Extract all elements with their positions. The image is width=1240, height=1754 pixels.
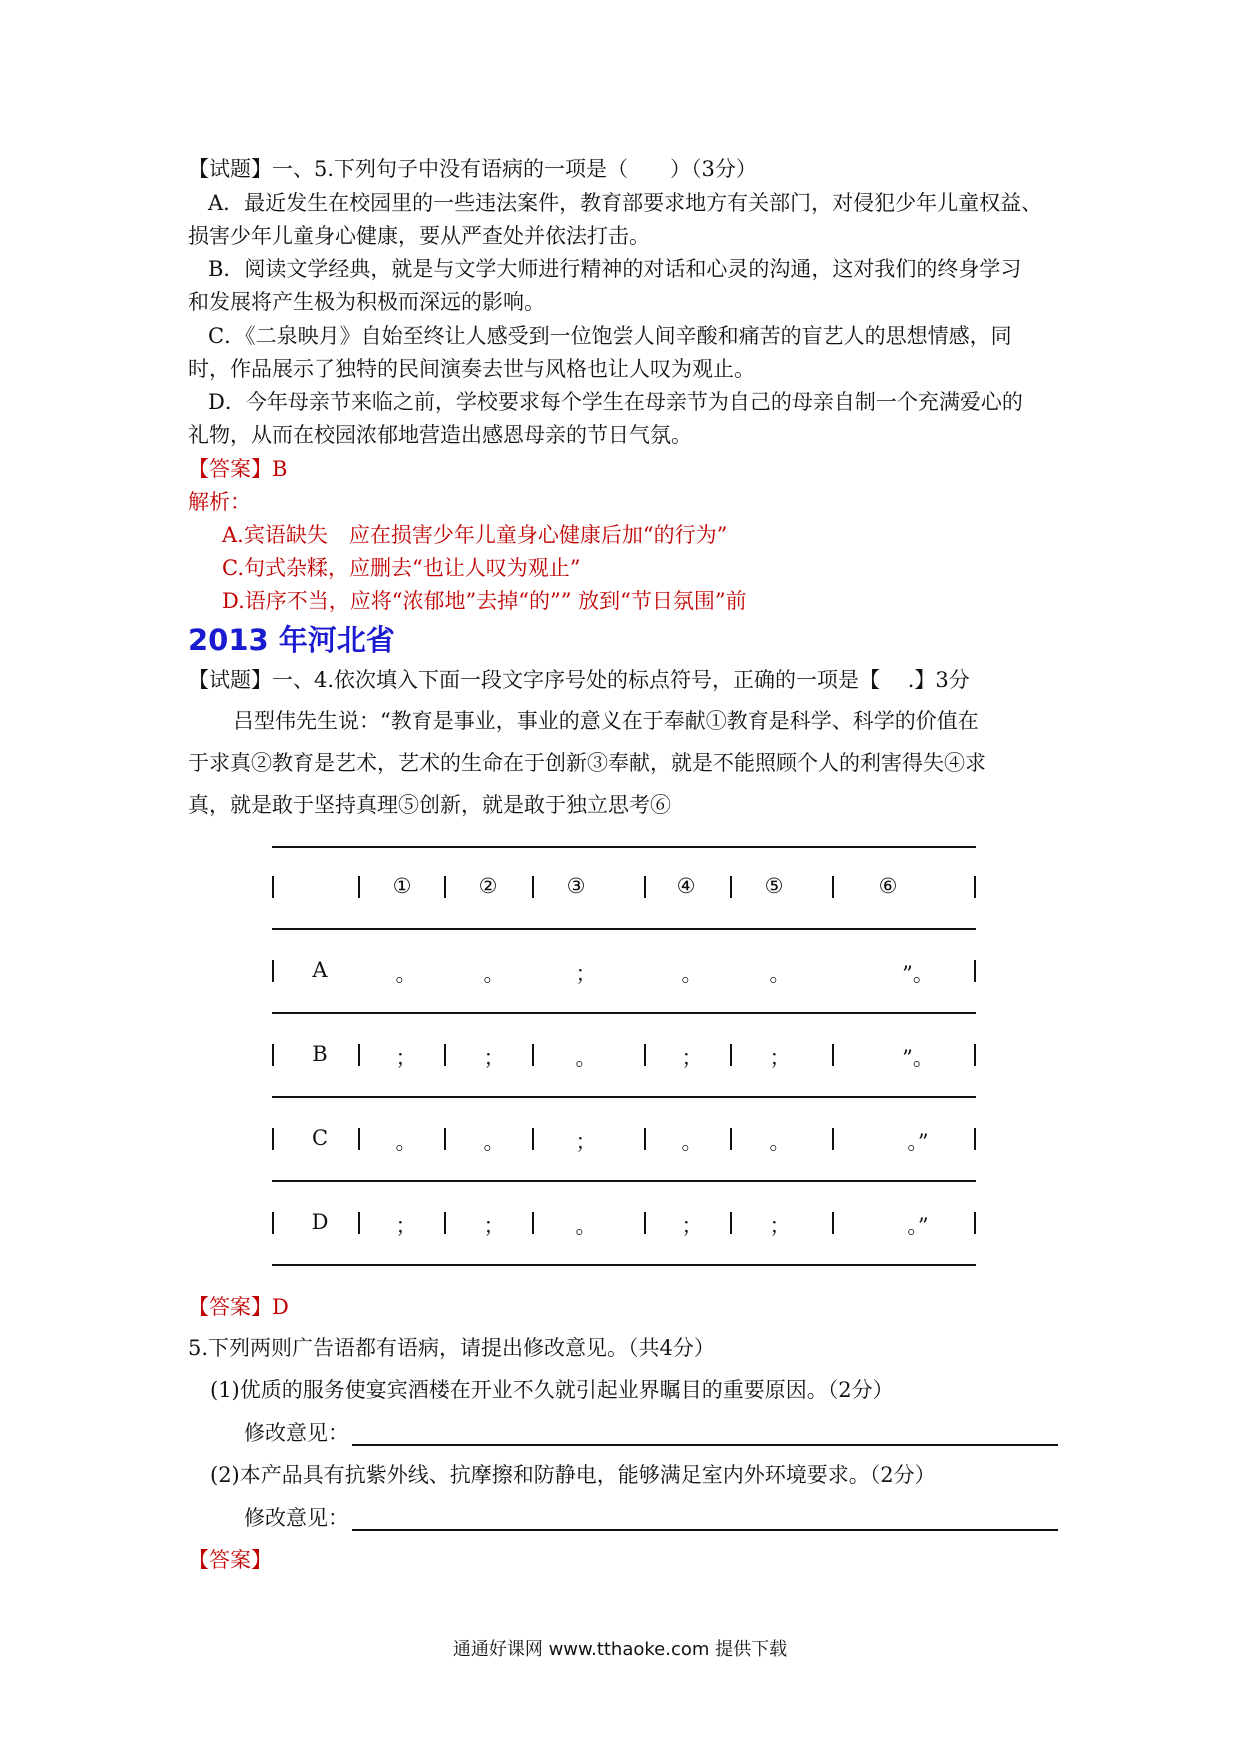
punctuation-table [272,846,976,1266]
table-rule [272,1096,976,1098]
table-cell: ； [575,962,597,986]
q1-option-d-line2: 礼物，从而在校园浓郁地营造出感恩母亲的节日气氛。 [188,423,692,447]
table-tick [358,1212,360,1234]
table-tick [358,876,360,898]
q1-option-d-line1: D．今年母亲节来临之前，学校要求每个学生在母亲节为自己的母亲自制一个充满爱心的 [208,390,1023,414]
table-tick [444,1128,446,1150]
q1-option-a-line2: 损害少年儿童身心健康，要从严查处并依法打击。 [188,224,650,248]
q3-stem: 5.下列两则广告语都有语病，请提出修改意见。（共4分） [188,1336,715,1360]
table-tick [974,876,976,898]
table-cell: ； [575,1130,597,1154]
table-tick [730,1212,732,1234]
table-tick [272,1212,274,1234]
table-tick [832,876,834,898]
table-tick [444,1212,446,1234]
table-tick [644,1044,646,1066]
q2-passage-line3: 真，就是敢于坚持真理⑤创新，就是敢于独立思考⑥ [188,793,671,817]
table-cell: 。 [483,1130,505,1154]
table-row-label: A [312,958,328,982]
table-header-cell: ⑤ [764,874,784,898]
q1-option-b-line2: 和发展将产生极为积极而深远的影响。 [188,290,545,314]
table-tick [444,876,446,898]
table-rule [272,846,976,848]
table-tick [974,1044,976,1066]
table-tick [358,1044,360,1066]
table-header-cell: ② [478,874,498,898]
table-tick [532,876,534,898]
table-row-label: D [311,1210,329,1234]
table-tick [832,1044,834,1066]
q2-answer: 【答案】D [188,1295,289,1319]
table-tick [974,1128,976,1150]
table-cell: 。 [395,962,417,986]
table-tick [730,1044,732,1066]
table-tick [444,1044,446,1066]
table-rule [272,1180,976,1182]
table-cell: ； [395,1214,417,1238]
table-header-cell: ④ [676,874,696,898]
table-cell: ； [769,1046,791,1070]
table-tick [644,1212,646,1234]
table-cell: ； [681,1046,703,1070]
table-tick [358,1128,360,1150]
q1-answer: 【答案】B [188,457,288,481]
table-tick [832,1128,834,1150]
q1-option-a-line1: A．最近发生在校园里的一些违法案件，教育部要求地方有关部门，对侵犯少年儿童权益、 [208,191,1043,215]
table-rule [272,1264,976,1266]
table-rule [272,928,976,930]
table-cell: ； [483,1214,505,1238]
table-rule [272,1012,976,1014]
table-cell: 。 [483,962,505,986]
table-cell: ”。 [902,1046,934,1070]
table-header-cell: ① [392,874,412,898]
q3-fix-label2: 修改意见： [244,1506,349,1530]
q1-analysis-d: D.语序不当，应将“浓郁地”去掉“的”” 放到“节日氛围”前 [222,589,747,613]
table-cell: 。 [681,1130,703,1154]
q1-analysis-c: C.句式杂糅，应删去“也让人叹为观止” [222,556,581,580]
table-tick [272,1128,274,1150]
table-tick [644,1128,646,1150]
table-tick [730,876,732,898]
table-row-label: C [311,1126,329,1150]
table-tick [272,960,274,982]
table-tick [644,876,646,898]
q1-analysis-a: A.宾语缺失 应在损害少年儿童身心健康后加“的行为” [222,523,728,547]
table-tick [974,960,976,982]
q1-option-c-line2: 时，作品展示了独特的民间演奏去世与风格也让人叹为观止。 [188,357,755,381]
section-heading: 2013 年河北省 [188,623,395,657]
q1-option-c-line1: C．《二泉映月》自始至终让人感受到一位饱尝人间辛酸和痛苦的盲艺人的思想情感，同 [208,324,1012,348]
q2-passage-line1: 吕型伟先生说：“教育是事业，事业的意义在于奉献①教育是科学、科学的价值在 [233,709,979,733]
table-tick [532,1128,534,1150]
table-row-label: B [312,1042,328,1066]
table-tick [272,876,274,898]
table-tick [730,1128,732,1150]
table-cell: 。” [907,1130,929,1154]
table-cell: 。 [681,962,703,986]
q2-stem: 【试题】一、4.依次填入下面一段文字序号处的标点符号，正确的一项是【 .】3分 [188,668,970,692]
table-cell: ”。 [902,962,934,986]
q1-analysis-label: 解析： [188,490,251,514]
table-cell: 。 [395,1130,417,1154]
table-header-cell: ⑥ [878,874,898,898]
table-tick [272,1044,274,1066]
table-tick [532,1212,534,1234]
table-tick [532,1044,534,1066]
q3-fix-input2-line [352,1529,1058,1531]
table-cell: 。” [907,1214,929,1238]
q3-fix-input1-line [352,1444,1058,1446]
q3-item1: (1)优质的服务使宴宾酒楼在开业不久就引起业界瞩目的重要原因。（2分） [210,1378,894,1402]
table-cell: 。 [769,1130,791,1154]
q3-fix-label1: 修改意见： [244,1421,349,1445]
q2-passage-line2: 于求真②教育是艺术，艺术的生命在于创新③奉献，就是不能照顾个人的利害得失④求 [188,751,986,775]
page-footer: 通通好课网 www.tthaoke.com 提供下载 [452,1639,788,1660]
q3-answer: 【答案】 [188,1548,272,1572]
table-tick [974,1212,976,1234]
q1-option-b-line1: B．阅读文学经典，就是与文学大师进行精神的对话和心灵的沟通，这对我们的终身学习 [208,257,1022,281]
table-cell: ； [483,1046,505,1070]
table-header-cell: ③ [566,874,586,898]
table-cell: ； [769,1214,791,1238]
table-cell: 。 [575,1046,597,1070]
q3-item2: (2)本产品具有抗紫外线、抗摩擦和防静电，能够满足室内外环境要求。（2分） [210,1463,936,1487]
table-cell: 。 [575,1214,597,1238]
table-tick [832,1212,834,1234]
table-cell: 。 [769,962,791,986]
q1-stem: 【试题】一、5.下列句子中没有语病的一项是（ ）（3分） [188,157,757,181]
table-cell: ； [681,1214,703,1238]
table-cell: ； [395,1046,417,1070]
